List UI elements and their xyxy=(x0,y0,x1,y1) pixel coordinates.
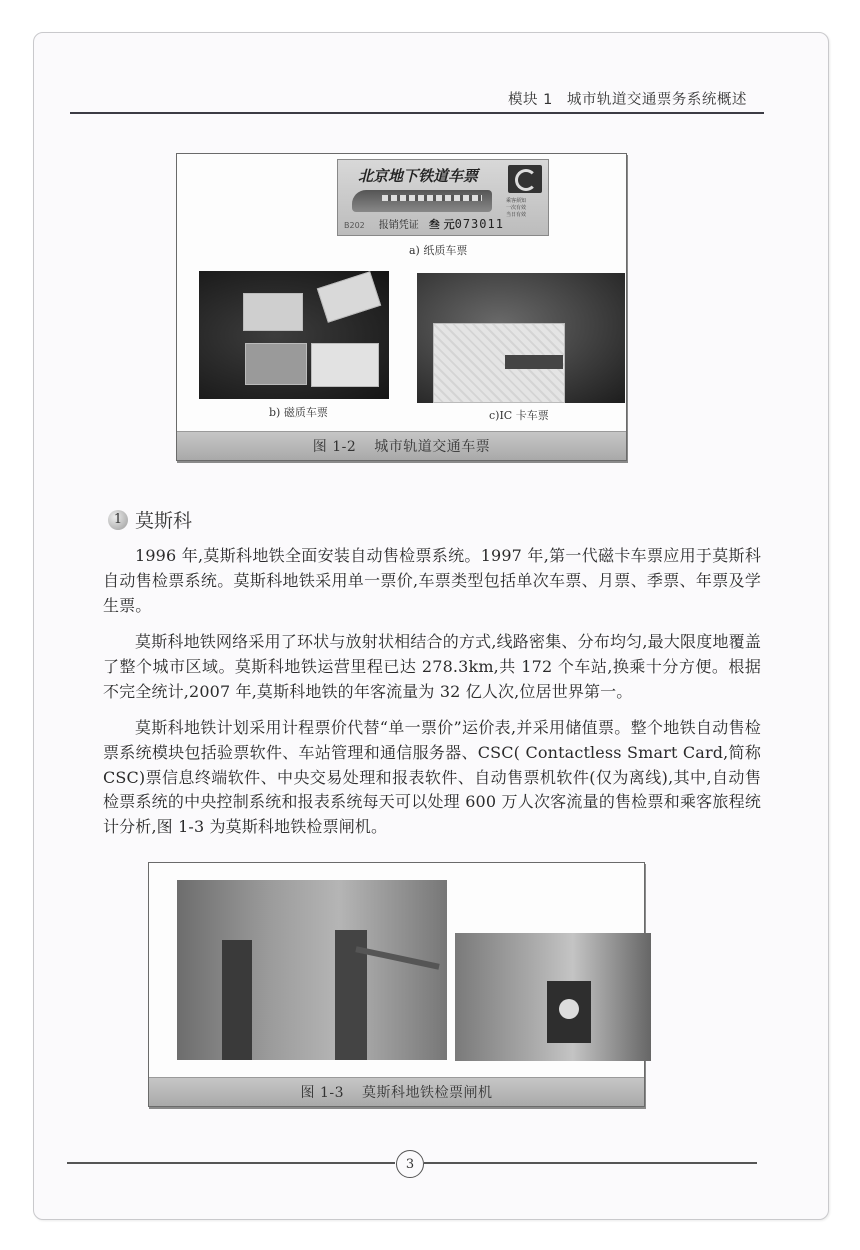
running-header xyxy=(508,88,747,109)
figure-number: 图 1-3 xyxy=(300,1085,344,1101)
ticket-serial: 073011 xyxy=(454,217,504,231)
page-number: 3 xyxy=(396,1150,424,1178)
paragraph-3: 莫斯科地铁计划采用计程票价代替“单一票价”运价表,并采用储值票。整个地铁自动售检票系统模块包括验票软件、车站管理和通信服务器、CSC( Contactless Smart Card,简称CSC)票信息终端软件、中央交易处理和报表软件、自动售票机软件(仅为离线),其中,自动售检票系统的中央控制系统和报表系统每天可以处理 600 万人次客流量的售检票和乘客旅程统计分析,图 1-3 为莫斯科地铁检票闸机。 xyxy=(103,718,761,837)
ticket-fine-print: 乘客须知 一次有效 当日有效 xyxy=(506,198,527,218)
ticket-gates-photo xyxy=(177,880,447,1060)
figure-1-2-caption xyxy=(177,431,626,460)
arrow-pointer-icon xyxy=(355,946,439,970)
ic-card-label xyxy=(505,355,563,369)
section-heading xyxy=(108,506,192,533)
ic-card-photo xyxy=(417,273,625,403)
ticket-code: B202 xyxy=(344,221,365,230)
train-illustration-icon xyxy=(352,190,492,212)
magnetic-card xyxy=(245,343,307,385)
footer-rule-left xyxy=(67,1162,395,1164)
figure-1-2 xyxy=(176,153,627,461)
paper-ticket-photo xyxy=(337,159,549,236)
section-title: 莫斯科 xyxy=(135,510,193,532)
card-reader-icon xyxy=(559,999,579,1019)
figure-1-3 xyxy=(148,862,645,1107)
header-rule xyxy=(70,112,764,114)
ticket-title: 北京地下铁道车票 xyxy=(358,167,479,185)
magnetic-card xyxy=(317,271,381,323)
figure-number: 图 1-2 xyxy=(312,439,357,455)
subcaption-a: a) 纸质车票 xyxy=(409,244,468,257)
magnetic-card xyxy=(311,343,379,387)
figure-1-3-caption xyxy=(149,1077,644,1106)
gate-reader-closeup-photo xyxy=(455,933,651,1061)
ticket-bottom-line xyxy=(344,216,504,232)
magnetic-tickets-photo xyxy=(199,271,389,399)
ticket-receipt: 报销凭证 xyxy=(378,220,419,231)
subcaption-c: c)IC 卡车票 xyxy=(489,409,549,422)
section-number-badge: 1 xyxy=(108,510,128,530)
header-module: 模块 1 xyxy=(508,92,553,108)
ticket-amount: 叁 元 xyxy=(428,218,455,231)
subway-logo-icon xyxy=(508,165,542,193)
paragraph-2: 莫斯科地铁网络采用了环状与放射状相结合的方式,线路密集、分布均匀,最大限度地覆盖了整个城市区域。莫斯科地铁运营里程已达 278.3km,共 172 个车站,换乘十分方便。根据不完全统计,2007 年,莫斯科地铁的年客流量为 32 亿人次,位居世界第一。 xyxy=(103,632,761,701)
paragraph-1: 1996 年,莫斯科地铁全面安装自动售检票系统。1997 年,第一代磁卡车票应用于莫斯科自动售检票系统。莫斯科地铁采用单一票价,车票类型包括单次车票、月票、季票、年票及学生票。 xyxy=(103,546,761,615)
figure-title: 城市轨道交通车票 xyxy=(374,439,491,455)
header-title: 城市轨道交通票务系统概述 xyxy=(566,92,747,108)
gate-pillar xyxy=(222,940,252,1060)
subcaption-b: b) 磁质车票 xyxy=(269,406,328,419)
footer-rule-right xyxy=(424,1162,757,1164)
figure-title: 莫斯科地铁检票闸机 xyxy=(362,1085,493,1101)
magnetic-card xyxy=(243,293,303,331)
